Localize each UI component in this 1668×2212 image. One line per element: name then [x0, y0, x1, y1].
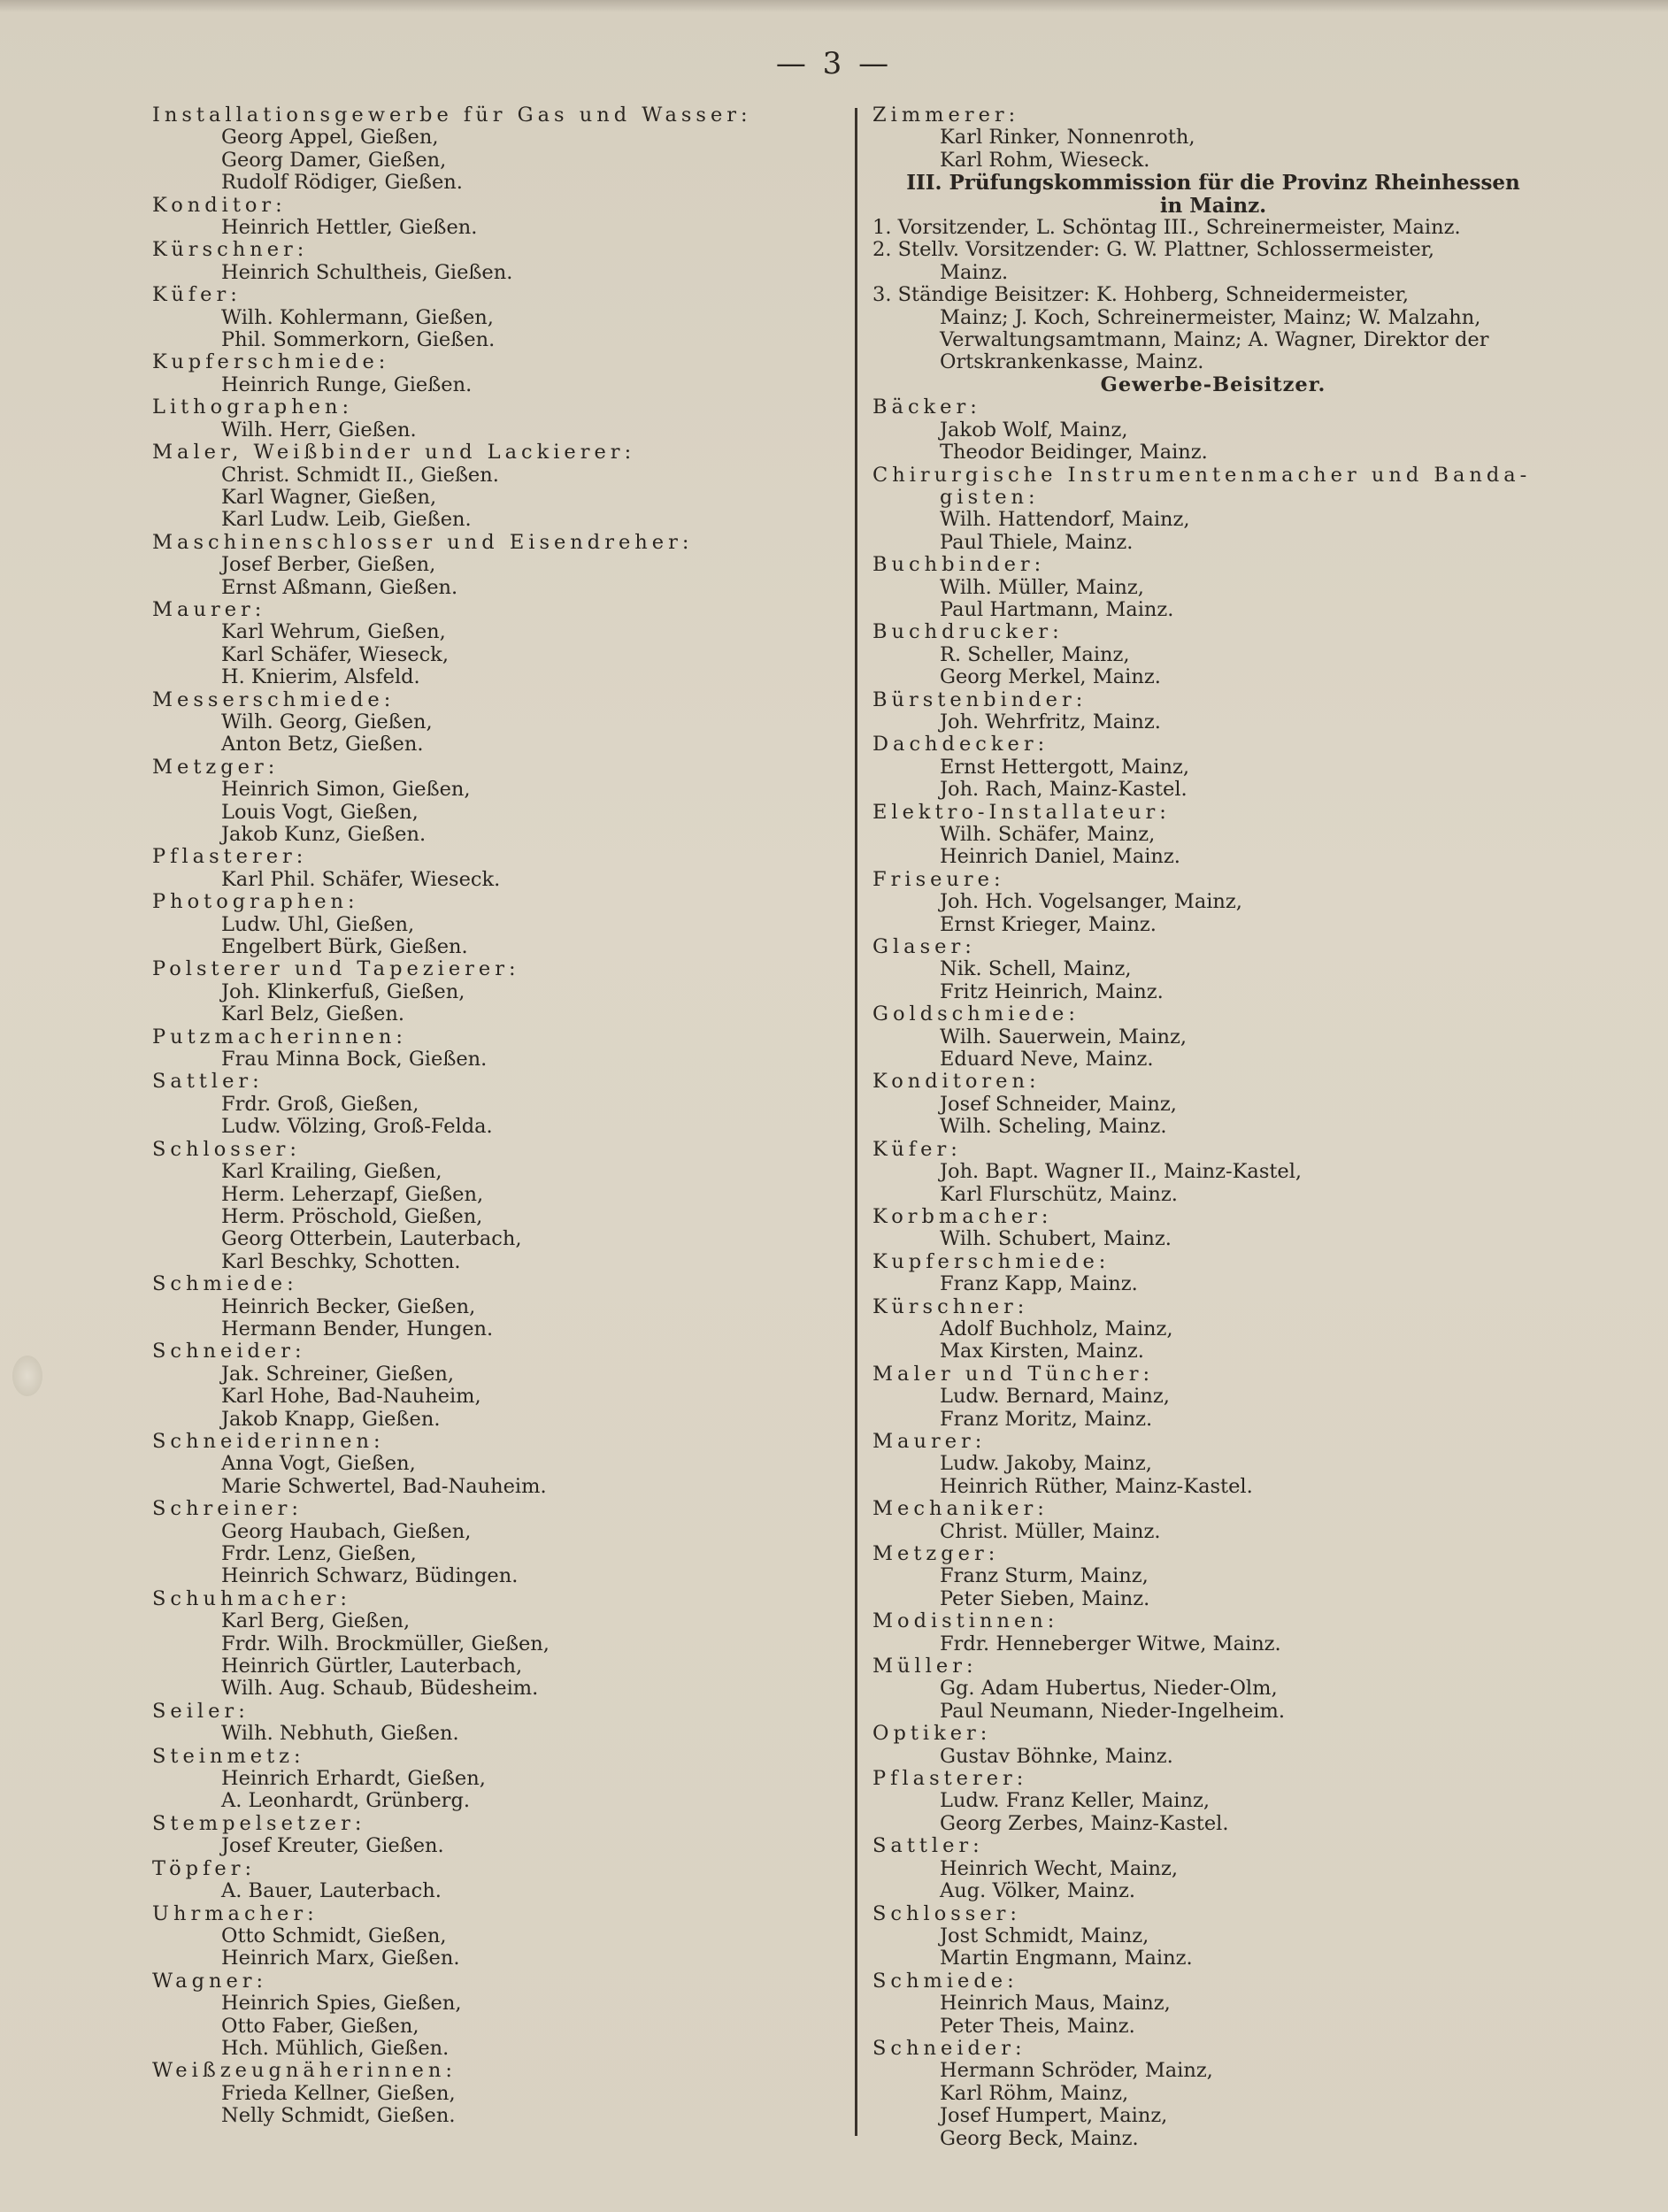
- person-entry: Georg Damer, Gießen,: [221, 148, 447, 172]
- person-entry: Heinrich Rüther, Mainz-Kastel.: [940, 1474, 1253, 1498]
- person-entry: Josef Schneider, Mainz,: [940, 1092, 1177, 1116]
- person-entry: Fritz Heinrich, Mainz.: [940, 979, 1164, 1003]
- person-entry: Heinrich Schultheis, Gießen.: [221, 260, 513, 284]
- person-entry: Aug. Völker, Mainz.: [940, 1879, 1136, 1903]
- trade-heading: Schmiede:: [152, 1272, 298, 1296]
- person-entry: Ludw. Franz Keller, Mainz,: [940, 1789, 1210, 1813]
- person-entry: Heinrich Gürtler, Lauterbach,: [221, 1655, 523, 1678]
- trade-heading: Putzmacherinnen:: [152, 1025, 408, 1048]
- trade-heading: Friseure:: [872, 867, 1005, 891]
- person-entry: Wilh. Georg, Gießen,: [221, 710, 433, 733]
- trade-heading: Maler, Weißbinder und Lackierer:: [152, 441, 636, 465]
- person-entry: Theodor Beidinger, Mainz.: [940, 441, 1208, 465]
- person-entry: Louis Vogt, Gießen,: [221, 800, 419, 824]
- person-entry: Christ. Schmidt II., Gießen.: [221, 463, 499, 487]
- person-entry: Max Kirsten, Mainz.: [940, 1340, 1144, 1363]
- person-entry: Heinrich Becker, Gießen,: [221, 1294, 476, 1318]
- person-entry: Otto Schmidt, Gießen,: [221, 1924, 447, 1947]
- trade-heading: Pflasterer:: [872, 1767, 1028, 1791]
- person-entry: Wilh. Hattendorf, Mainz,: [940, 508, 1190, 532]
- right-column: [872, 104, 1554, 2150]
- section-subheading: Gewerbe-Beisitzer.: [1100, 373, 1326, 396]
- person-entry: Frieda Kellner, Gießen,: [221, 2081, 456, 2105]
- person-entry: Wilh. Schubert, Mainz.: [940, 1227, 1172, 1251]
- person-entry: Frdr. Wilh. Brockmüller, Gießen,: [221, 1632, 550, 1655]
- person-entry: Gg. Adam Hubertus, Nieder-Olm,: [940, 1677, 1278, 1701]
- trade-heading: Wagner:: [152, 1969, 268, 1993]
- page-number: — 3 —: [775, 46, 893, 81]
- person-entry: Heinrich Hettler, Gießen.: [221, 216, 478, 240]
- trade-heading: Chirurgische Instrumentenmacher und Banda-: [872, 463, 1532, 487]
- commission-member-line: 1. Vorsitzender, L. Schöntag III., Schreinermeister, Mainz.: [872, 216, 1461, 240]
- person-entry: A. Leonhardt, Grünberg.: [221, 1789, 470, 1813]
- trade-heading: Maurer:: [872, 1429, 987, 1453]
- person-entry: Christ. Müller, Mainz.: [940, 1519, 1161, 1543]
- person-entry: Heinrich Marx, Gießen.: [221, 1947, 460, 1970]
- right-trade-list: [872, 396, 1554, 2150]
- person-entry: Hch. Mühlich, Gießen.: [221, 2036, 450, 2060]
- trade-heading: Metzger:: [152, 755, 280, 779]
- trade-heading: Uhrmacher:: [152, 1901, 319, 1925]
- person-entry: Engelbert Bürk, Gießen.: [221, 935, 468, 959]
- person-entry: Heinrich Simon, Gießen,: [221, 778, 471, 802]
- person-entry: Heinrich Maus, Mainz,: [940, 1992, 1171, 2016]
- trade-heading: Schreiner:: [152, 1497, 303, 1521]
- trade-heading: Schlosser:: [152, 1137, 301, 1161]
- page-top-edge: [0, 0, 1668, 12]
- trade-heading: Bürstenbinder:: [872, 687, 1088, 711]
- trade-heading: Schneiderinnen:: [152, 1429, 385, 1453]
- trade-heading: Schlosser:: [872, 1901, 1021, 1925]
- person-entry: Ludw. Uhl, Gießen,: [221, 912, 415, 936]
- trade-heading: Stempelsetzer:: [152, 1811, 366, 1835]
- punch-hole: [12, 1356, 42, 1396]
- person-entry: Herm. Pröschold, Gießen,: [221, 1204, 483, 1228]
- trade-heading: Sattler:: [872, 1834, 984, 1858]
- trade-heading: Küfer:: [152, 283, 242, 307]
- person-entry: Joh. Hch. Vogelsanger, Mainz,: [940, 890, 1242, 914]
- person-entry: Jakob Kunz, Gießen.: [221, 823, 427, 846]
- person-entry: Franz Sturm, Mainz,: [940, 1564, 1149, 1588]
- person-entry: Karl Beschky, Schotten.: [221, 1249, 461, 1273]
- trade-heading: Steinmetz:: [152, 1744, 305, 1768]
- person-entry: Wilh. Müller, Mainz,: [940, 575, 1144, 599]
- trade-heading: Pflasterer:: [152, 845, 308, 869]
- person-entry: Karl Rinker, Nonnenroth,: [940, 126, 1195, 150]
- person-entry: Wilh. Nebhuth, Gießen.: [221, 1722, 459, 1746]
- trade-heading: Schmiede:: [872, 1969, 1018, 1993]
- trade-heading: Müller:: [872, 1655, 978, 1678]
- person-entry: Karl Phil. Schäfer, Wieseck.: [221, 867, 501, 891]
- commission-member: [872, 217, 1554, 239]
- trade-heading: Maler und Tüncher:: [872, 1362, 1155, 1386]
- trade-heading: Mechaniker:: [872, 1497, 1049, 1521]
- person-entry: Jakob Knapp, Gießen.: [221, 1407, 441, 1431]
- person-entry: Nelly Schmidt, Gießen.: [221, 2104, 456, 2128]
- person-entry: Paul Hartmann, Mainz.: [940, 597, 1174, 621]
- person-entry: Otto Faber, Gießen,: [221, 2014, 419, 2038]
- person-entry: Josef Humpert, Mainz,: [940, 2104, 1168, 2128]
- person-entry: Hermann Bender, Hungen.: [221, 1317, 494, 1340]
- person-entry: Georg Haubach, Gießen,: [221, 1519, 472, 1543]
- commission-member-line: Mainz.: [940, 260, 1009, 284]
- trade-heading: Elektro-Installateur:: [872, 800, 1171, 824]
- person-entry: Franz Kapp, Mainz.: [940, 1272, 1138, 1296]
- trade-heading: Töpfer:: [152, 1856, 257, 1880]
- person-entry: Karl Rohm, Wieseck.: [940, 148, 1150, 172]
- person-entry: Frdr. Groß, Gießen,: [221, 1092, 419, 1116]
- person-entry: Herm. Leherzapf, Gießen,: [221, 1182, 484, 1206]
- person-entry: R. Scheller, Mainz,: [940, 642, 1130, 666]
- person-entry: Frdr. Lenz, Gießen,: [221, 1542, 417, 1565]
- person-entry: Nik. Schell, Mainz,: [940, 957, 1132, 981]
- person-entry: Eduard Neve, Mainz.: [940, 1048, 1154, 1071]
- person-entry: Wilh. Sauerwein, Mainz,: [940, 1025, 1188, 1048]
- person-entry: Karl Ludw. Leib, Gießen.: [221, 508, 472, 532]
- person-entry: Adolf Buchholz, Mainz,: [940, 1317, 1173, 1340]
- trade-heading: Goldschmiede:: [872, 1002, 1080, 1026]
- person-entry: Ernst Krieger, Mainz.: [940, 912, 1157, 936]
- person-entry: Joh. Wehrfritz, Mainz.: [940, 710, 1161, 733]
- trade-heading: Zimmerer:: [872, 104, 1020, 127]
- trade-heading: Maschinenschlosser und Eisendreher:: [152, 530, 694, 554]
- trade-heading: Seiler:: [152, 1699, 250, 1723]
- person-entry: Heinrich Schwarz, Büdingen.: [221, 1564, 519, 1588]
- person-entry: Georg Appel, Gießen,: [221, 126, 439, 150]
- commission-member-line: Ortskrankenkasse, Mainz.: [940, 350, 1204, 374]
- trade-heading: Polsterer und Tapezierer:: [152, 957, 520, 981]
- trade-heading: Glaser:: [872, 935, 976, 959]
- person-entry: Karl Belz, Gießen.: [221, 1002, 405, 1026]
- trade-heading: Kürschner:: [152, 238, 309, 262]
- person-entry: Karl Flurschütz, Mainz.: [940, 1182, 1178, 1206]
- person-entry: Heinrich Erhardt, Gießen,: [221, 1767, 486, 1791]
- column-divider: [855, 108, 857, 2136]
- trade-heading: Metzger:: [872, 1542, 1000, 1565]
- person-entry: Jakob Wolf, Mainz,: [940, 418, 1128, 442]
- commission-member-line: Mainz; J. Koch, Schreinermeister, Mainz; W. Malzahn,: [940, 305, 1481, 329]
- person-entry: Jak. Schreiner, Gießen,: [221, 1362, 455, 1386]
- person-entry: Anna Vogt, Gießen,: [221, 1452, 416, 1476]
- trade-heading: Optiker:: [872, 1722, 992, 1746]
- person-entry: Wilh. Aug. Schaub, Büdesheim.: [221, 1677, 539, 1701]
- trade-heading: Buchdrucker:: [872, 620, 1064, 644]
- person-entry: H. Knierim, Alsfeld.: [221, 665, 420, 689]
- person-entry: Karl Krailing, Gießen,: [221, 1160, 442, 1184]
- person-entry: Joh. Klinkerfuß, Gießen,: [221, 979, 465, 1003]
- person-entry: Marie Schwertel, Bad-Nauheim.: [221, 1474, 547, 1498]
- trade-heading: Dachdecker:: [872, 733, 1049, 757]
- person-entry: Peter Theis, Mainz.: [940, 2014, 1135, 2038]
- person-entry: Frau Minna Bock, Gießen.: [221, 1048, 488, 1071]
- person-entry: Josef Berber, Gießen,: [221, 553, 436, 577]
- trade-heading: Küfer:: [872, 1137, 962, 1161]
- person-entry: Martin Engmann, Mainz.: [940, 1947, 1193, 1970]
- trade-heading: Kupferschmiede:: [152, 350, 390, 374]
- person-entry: Karl Schäfer, Wieseck,: [221, 642, 449, 666]
- person-entry: Heinrich Runge, Gießen.: [221, 373, 473, 396]
- trade-heading: Weißzeugnäherinnen:: [152, 2059, 457, 2083]
- person-entry: Jost Schmidt, Mainz,: [940, 1924, 1149, 1947]
- person-entry: Karl Wehrum, Gießen,: [221, 620, 446, 644]
- person-entry: Ernst Aßmann, Gießen.: [221, 575, 458, 599]
- trade-heading: Konditor:: [152, 193, 287, 217]
- person-entry: Karl Hohe, Bad-Nauheim,: [221, 1385, 481, 1409]
- person-entry: Heinrich Spies, Gießen,: [221, 1992, 462, 2016]
- commission-heading-city: in Mainz.: [1159, 193, 1267, 218]
- commission-member-line: 3. Ständige Beisitzer: K. Hohberg, Schneidermeister,: [872, 283, 1410, 307]
- person-entry: Ludw. Völzing, Groß-Felda.: [221, 1115, 493, 1139]
- person-entry: Gustav Böhnke, Mainz.: [940, 1744, 1173, 1768]
- person-entry: Franz Moritz, Mainz.: [940, 1407, 1153, 1431]
- commission-member: [872, 239, 1554, 284]
- person-entry: Paul Thiele, Mainz.: [940, 530, 1134, 554]
- trade-heading: Messerschmiede:: [152, 687, 396, 711]
- trade-heading: Photographen:: [152, 890, 359, 914]
- person-entry: Georg Beck, Mainz.: [940, 2126, 1139, 2150]
- person-entry: Phil. Sommerkorn, Gießen.: [221, 328, 496, 352]
- person-entry: Karl Wagner, Gießen,: [221, 485, 437, 509]
- commission-member: [872, 284, 1554, 374]
- trade-heading-continued: gisten:: [940, 485, 1040, 509]
- person-entry: Frdr. Henneberger Witwe, Mainz.: [940, 1632, 1281, 1655]
- person-entry: Heinrich Daniel, Mainz.: [940, 845, 1180, 869]
- person-entry: Wilh. Scheling, Mainz.: [940, 1115, 1167, 1139]
- trade-heading: Bäcker:: [872, 396, 981, 419]
- person-entry: Josef Kreuter, Gießen.: [221, 1834, 444, 1858]
- trade-heading: Kupferschmiede:: [872, 1249, 1111, 1273]
- person-entry: Wilh. Kohlermann, Gießen,: [221, 305, 494, 329]
- person-entry: Ludw. Jakoby, Mainz,: [940, 1452, 1152, 1476]
- trade-heading: Konditoren:: [872, 1070, 1041, 1094]
- trade-heading: Maurer:: [152, 597, 266, 621]
- person-entry: Georg Zerbes, Mainz-Kastel.: [940, 1811, 1229, 1835]
- trade-heading: Korbmacher:: [872, 1204, 1053, 1228]
- left-column: [152, 104, 825, 2128]
- commission-member-line: Verwaltungsamtmann, Mainz; A. Wagner, Direktor der: [940, 328, 1489, 352]
- person-entry: Ludw. Bernard, Mainz,: [940, 1385, 1170, 1409]
- trade-heading: Kürschner:: [872, 1294, 1029, 1318]
- person-entry: Anton Betz, Gießen.: [221, 733, 424, 757]
- person-entry: Karl Röhm, Mainz,: [940, 2081, 1129, 2105]
- person-entry: Wilh. Schäfer, Mainz,: [940, 823, 1156, 846]
- person-entry: Ernst Hettergott, Mainz,: [940, 755, 1189, 779]
- trade-heading: Schuhmacher:: [152, 1586, 351, 1610]
- person-entry: Peter Sieben, Mainz.: [940, 1586, 1150, 1610]
- person-entry: Paul Neumann, Nieder-Ingelheim.: [940, 1699, 1285, 1723]
- trade-heading: Schneider:: [152, 1340, 306, 1363]
- person-entry: Wilh. Herr, Gießen.: [221, 418, 417, 442]
- commission-heading: III. Prüfungskommission für die Provinz Rheinhessen: [906, 171, 1520, 196]
- person-entry: Rudolf Rödiger, Gießen.: [221, 171, 463, 195]
- person-entry: Georg Merkel, Mainz.: [940, 665, 1161, 689]
- trade-heading: Installationsgewerbe für Gas und Wasser:: [152, 104, 752, 127]
- trade-heading: Sattler:: [152, 1070, 264, 1094]
- commission-member-line: 2. Stellv. Vorsitzender: G. W. Plattner, Schlossermeister,: [872, 238, 1435, 262]
- person-entry: Joh. Bapt. Wagner II., Mainz-Kastel,: [940, 1160, 1303, 1184]
- person-entry: A. Bauer, Lauterbach.: [221, 1879, 442, 1903]
- trade-heading: Buchbinder:: [872, 553, 1046, 577]
- person-entry: Heinrich Wecht, Mainz,: [940, 1856, 1179, 1880]
- trade-heading: Schneider:: [872, 2036, 1026, 2060]
- person-entry: Georg Otterbein, Lauterbach,: [221, 1227, 522, 1251]
- trade-heading: Lithographen:: [152, 396, 354, 419]
- person-entry: Joh. Rach, Mainz-Kastel.: [940, 778, 1188, 802]
- person-entry: Hermann Schröder, Mainz,: [940, 2059, 1213, 2083]
- trade-heading: Modistinnen:: [872, 1609, 1059, 1633]
- person-entry: Karl Berg, Gießen,: [221, 1609, 411, 1633]
